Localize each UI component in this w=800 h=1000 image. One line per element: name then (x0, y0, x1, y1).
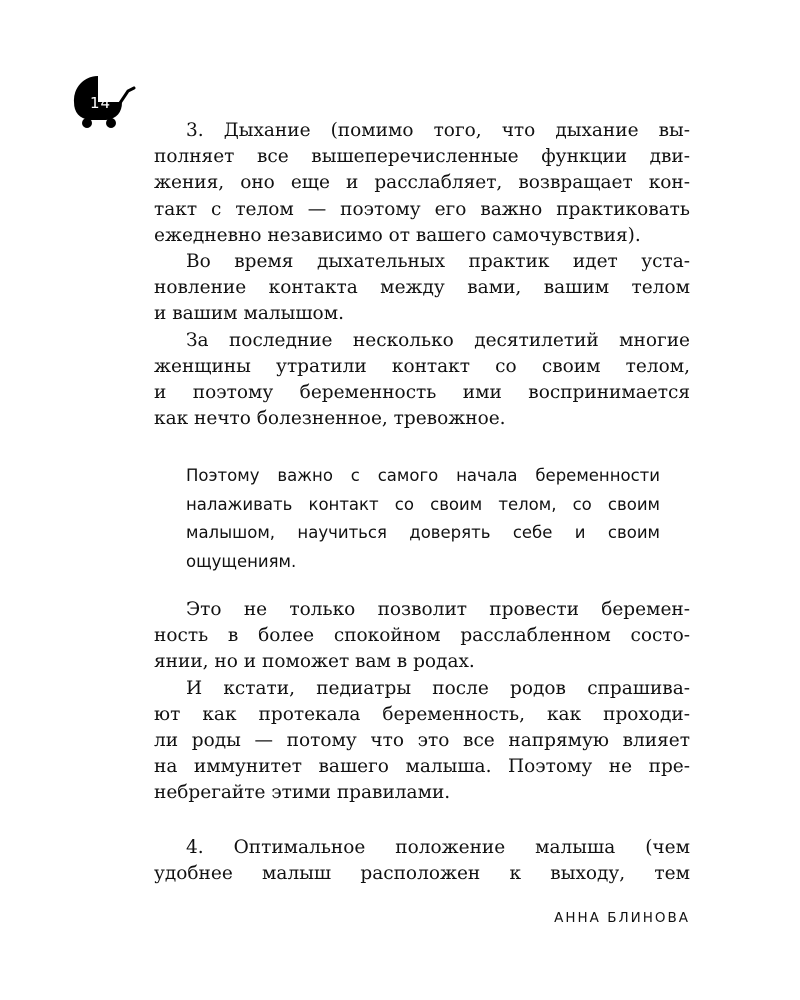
text-line: небрегайте этими правилами. (154, 782, 451, 804)
callout-line: Поэтому важно с самого начала беременности (186, 466, 660, 485)
text-line: ют как протекала беременность, как проходи- (154, 703, 690, 725)
body-text-block-3 (154, 835, 690, 887)
body-text-block-2 (154, 597, 690, 807)
page-number-badge (72, 72, 142, 132)
text-line: женщины утратили контакт со своим телом, (154, 355, 690, 377)
callout-line: малышом, научиться доверять себе и своим (186, 523, 660, 542)
text-line: 3. Дыхание (помимо того, что дыхание вы- (186, 120, 690, 141)
text-line: жения, оно еще и расслабляет, возвращает кон- (154, 172, 690, 194)
text-line: и вашим малышом. (154, 303, 344, 325)
text-line: новление контакта между вами, вашим телом (154, 277, 690, 299)
text-line: на иммунитет вашего малыша. Поэтому не пре- (154, 756, 690, 778)
text-line: ежедневно независимо от вашего самочувствия). (154, 224, 641, 246)
text-line: ли роды — потому что это все напрямую влияет (154, 730, 690, 752)
callout-quote (186, 462, 660, 576)
text-line: и поэтому беременность ими воспринимается (154, 382, 690, 404)
text-line: такт с телом — поэтому его важно практиковать (154, 198, 690, 220)
text-line: ность в более спокойном расслабленном состо- (154, 625, 690, 647)
text-line: Это не только позволит провести беремен- (186, 599, 690, 620)
body-text-block-1 (154, 118, 690, 432)
text-line: как нечто болезненное, тревожное. (154, 408, 506, 430)
text-line: янии, но и поможет вам в родах. (154, 651, 475, 673)
text-line: Во время дыхательных практик идет уста- (186, 251, 690, 273)
text-line: удобнее малыш расположен к выходу, тем (154, 863, 690, 885)
text-line: За последние несколько десятилетий многие (186, 329, 690, 351)
text-line: полняет все вышеперечисленные функции дви- (154, 146, 690, 168)
callout-line: ощущениям. (186, 551, 297, 571)
text-line: 4. Оптимальное положение малыша (чем (186, 837, 690, 858)
page-number: 14 (90, 94, 112, 112)
text-line: И кстати, педиатры после родов спрашива- (186, 677, 690, 699)
running-footer-author: АННА БЛИНОВА (554, 910, 690, 926)
callout-line: налаживать контакт со своим телом, со своим (186, 494, 660, 514)
